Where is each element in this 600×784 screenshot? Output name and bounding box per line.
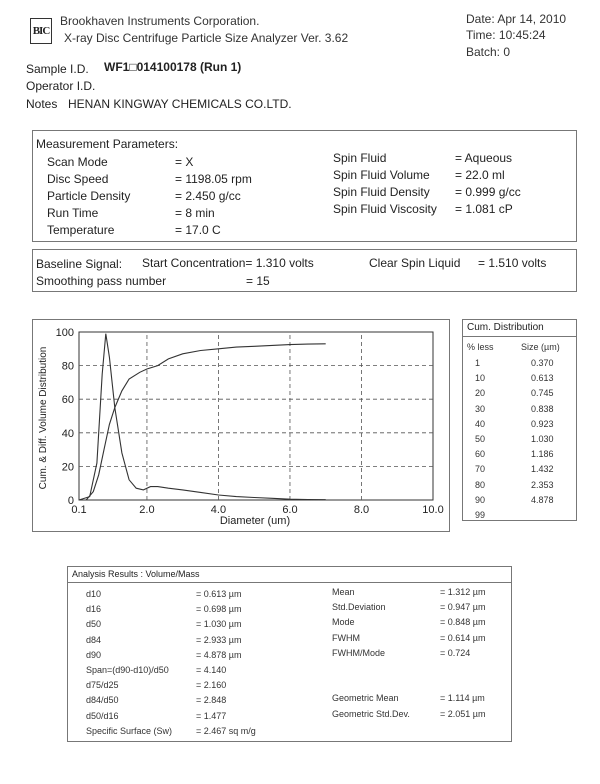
param-label: Spin Fluid Density <box>333 185 430 199</box>
notes-label: Notes <box>26 97 58 111</box>
x-tick-label: 2.0 <box>139 504 155 516</box>
analysis-label: d90 <box>86 649 102 660</box>
param-value: = 22.0 ml <box>455 168 505 182</box>
y-axis-label: Cum. & Diff. Volume Distribution <box>38 346 49 490</box>
param-row <box>47 172 327 189</box>
analysis-label: d10 <box>86 589 102 599</box>
cum-pct-cell: 1 <box>475 358 481 368</box>
analysis-label: Geometric Std.Dev. <box>332 708 410 719</box>
cum-size-cell: 2.353 <box>531 479 554 490</box>
param-value: = Aqueous <box>455 151 513 165</box>
analysis-value: = 1.477 <box>196 710 227 721</box>
cum-pct-cell: 80 <box>475 479 486 490</box>
batch-number: Batch: 0 <box>466 45 511 59</box>
param-row <box>333 168 573 185</box>
analysis-label: d50 <box>86 619 102 630</box>
param-value: = 17.0 C <box>175 223 221 237</box>
analysis-label: FWHM/Mode <box>332 647 386 658</box>
size-header: Size (µm) <box>521 342 560 352</box>
param-value: = X <box>175 155 194 169</box>
cum-size-cell: 0.370 <box>531 358 554 368</box>
table-header <box>463 320 576 337</box>
cum-size-cell: 1.186 <box>531 449 554 460</box>
report-date: Date: Apr 14, 2010 <box>466 12 567 26</box>
analysis-label: d50/d16 <box>86 710 119 721</box>
param-value: = 1198.05 rpm <box>175 172 252 186</box>
param-value: = 8 min <box>175 206 215 220</box>
analysis-label: d75/d25 <box>86 680 119 691</box>
param-row <box>47 155 327 172</box>
param-label: Spin Fluid Volume <box>333 168 430 182</box>
analysis-label: Std.Deviation <box>332 602 386 613</box>
param-row <box>333 202 573 219</box>
cum-size-cell: 0.838 <box>531 403 554 414</box>
analysis-label: Mean <box>332 587 355 597</box>
chart-frame <box>32 319 450 532</box>
analysis-value: = 0.614 µm <box>440 632 486 643</box>
analysis-header <box>68 567 511 583</box>
analysis-label: Span=(d90-d10)/d50 <box>86 665 169 675</box>
param-row <box>47 189 327 206</box>
cum-pct-cell: 30 <box>475 403 486 414</box>
cum-pct-cell: 10 <box>475 373 486 384</box>
cum-size-cell: 0.613 <box>531 373 554 384</box>
analysis-label: d84/d50 <box>86 695 119 706</box>
x-tick-label: 4.0 <box>210 504 227 516</box>
start-concentration: Start Concentration= 1.310 volts <box>142 256 314 270</box>
param-label: Spin Fluid <box>333 151 387 165</box>
cum-pct-cell: 99 <box>475 510 486 520</box>
param-value: = 0.999 g/cc <box>455 185 521 199</box>
param-value: = 1.081 cP <box>455 202 513 216</box>
differential-distribution-line <box>79 334 326 500</box>
brookhaven-logo: BIC <box>30 18 52 44</box>
analysis-value: = 2.467 sq m/g <box>196 725 256 736</box>
param-row <box>333 151 573 168</box>
cum-pct-cell: 40 <box>475 418 486 429</box>
cum-size-cell: 1.030 <box>531 434 554 444</box>
param-label: Run Time <box>47 206 99 220</box>
analysis-value: = 1.312 µm <box>440 587 486 597</box>
software-version: X-ray Disc Centrifuge Particle Size Analyzer Ver. 3.62 <box>64 31 349 45</box>
notes-value: HENAN KINGWAY CHEMICALS CO.LTD. <box>68 97 292 111</box>
param-value: = 2.450 g/cc <box>175 189 241 203</box>
y-tick-label: 20 <box>61 461 74 474</box>
analysis-results-box <box>67 566 512 742</box>
analysis-title: Analysis Results : Volume/Mass <box>72 569 200 579</box>
param-label: Disc Speed <box>47 172 109 186</box>
analysis-value: = 4.140 <box>196 665 227 675</box>
smoothing-label: Smoothing pass number <box>36 274 167 288</box>
table-title: Cum. Distribution <box>467 322 544 333</box>
cum-pct-cell: 70 <box>475 464 486 475</box>
param-row <box>47 223 327 240</box>
x-tick-label: 8.0 <box>353 504 370 516</box>
analysis-value: = 0.698 µm <box>196 604 242 615</box>
param-row <box>333 185 573 202</box>
cum-pct-cell: 90 <box>475 494 486 505</box>
sample-id-label: Sample I.D. <box>26 62 89 76</box>
analysis-label: d16 <box>86 604 102 615</box>
analysis-value: = 0.724 <box>440 647 471 658</box>
param-label: Particle Density <box>47 189 131 203</box>
analysis-value: = 2.933 µm <box>196 634 242 645</box>
sample-id-value: WF1□014100178 (Run 1) <box>104 60 242 74</box>
analysis-value: = 2.848 <box>196 695 227 706</box>
plot-area <box>79 332 433 500</box>
y-tick-label: 100 <box>55 327 74 339</box>
clear-spin-liquid-label: Clear Spin Liquid <box>369 256 461 270</box>
x-tick-label: 6.0 <box>282 504 298 516</box>
param-label: Temperature <box>47 223 115 237</box>
analysis-value: = 4.878 µm <box>196 649 242 660</box>
analysis-label: Specific Surface (Sw) <box>86 725 173 736</box>
analysis-value: = 0.848 µm <box>440 617 486 628</box>
x-axis-label: Diameter (um) <box>219 515 291 527</box>
distribution-chart <box>33 320 449 531</box>
report-time: Time: 10:45:24 <box>466 28 546 42</box>
smoothing-value: = 15 <box>246 274 270 288</box>
pct-less-header: % less <box>467 342 494 352</box>
company-name: Brookhaven Instruments Corporation. <box>60 14 260 28</box>
y-tick-label: 0 <box>67 495 74 507</box>
analysis-label: Mode <box>332 617 355 628</box>
param-label: Scan Mode <box>47 155 108 169</box>
analysis-value: = 1.030 µm <box>196 619 242 630</box>
analysis-value: = 0.947 µm <box>440 602 486 613</box>
cum-pct-cell: 60 <box>475 449 486 460</box>
analysis-value: = 2.051 µm <box>440 708 486 719</box>
analysis-label: FWHM <box>332 632 360 643</box>
x-tick-label: 10.0 <box>422 504 444 516</box>
cum-pct-cell: 20 <box>475 388 486 399</box>
param-row <box>47 206 327 223</box>
y-tick-label: 80 <box>61 360 74 373</box>
y-tick-label: 60 <box>61 394 74 407</box>
analysis-label: d84 <box>86 634 102 645</box>
param-label: Spin Fluid Viscosity <box>333 202 437 216</box>
cum-pct-cell: 50 <box>475 434 486 444</box>
cum-size-cell: 1.432 <box>531 464 554 475</box>
cum-size-cell: 0.923 <box>531 418 554 429</box>
cum-size-cell: 4.878 <box>531 494 554 505</box>
measurement-title: Measurement Parameters: <box>36 137 179 151</box>
analysis-value: = 0.613 µm <box>196 589 242 599</box>
cum-distribution-table <box>462 319 577 521</box>
y-tick-label: 40 <box>61 427 74 440</box>
x-tick-label: 0.1 <box>71 504 87 516</box>
analysis-value: = 1.114 µm <box>440 693 485 704</box>
baseline-box <box>32 249 577 292</box>
analysis-label: Geometric Mean <box>332 693 399 704</box>
cum-size-cell: 0.745 <box>531 388 554 399</box>
analysis-value: = 2.160 <box>196 680 227 691</box>
clear-spin-liquid-value: = 1.510 volts <box>478 256 547 270</box>
operator-id-label: Operator I.D. <box>26 79 96 93</box>
baseline-label: Baseline Signal: <box>36 257 123 271</box>
measurement-parameters-box <box>32 130 577 242</box>
